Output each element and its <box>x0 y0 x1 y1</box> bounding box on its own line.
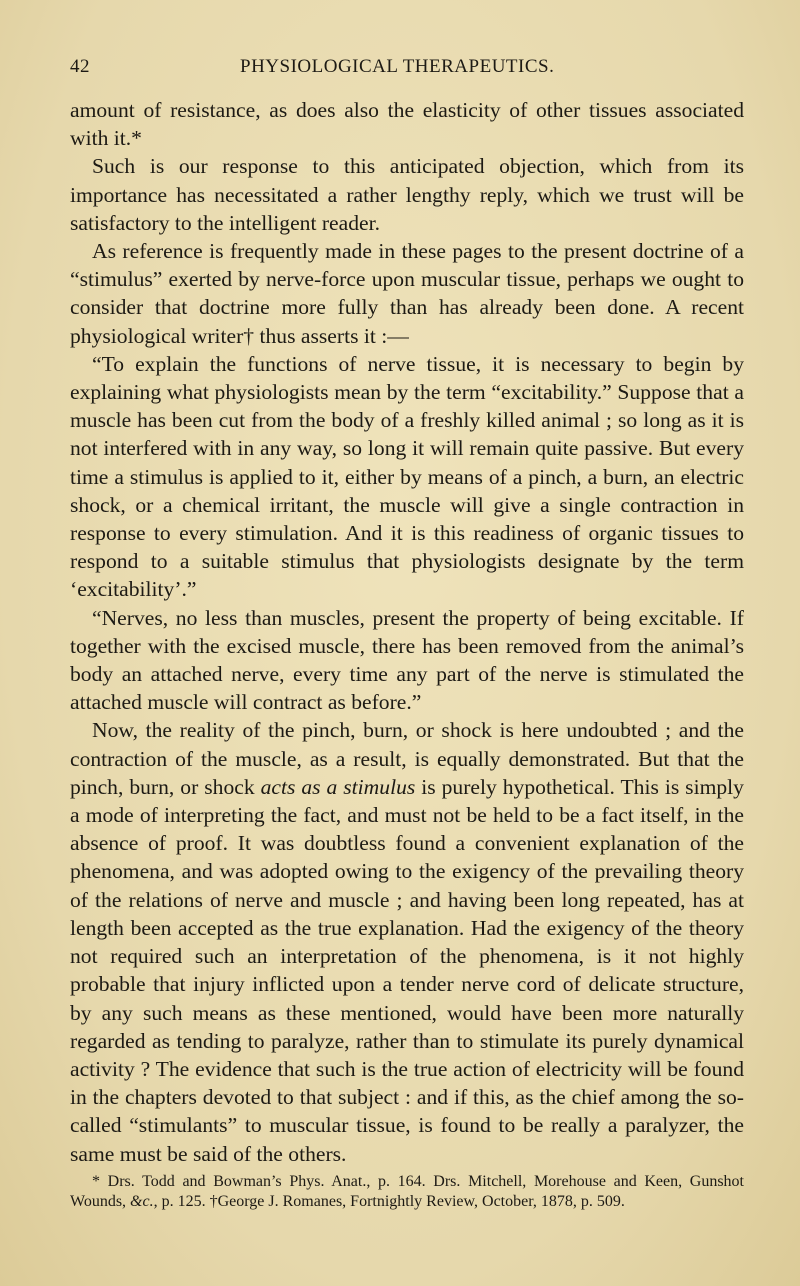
paragraph-4 <box>70 716 744 1167</box>
footnote-1-part-a: * Drs. Todd and Bowman’s Phys. Anat., p. 164. Drs. Mitchell, Morehouse and Keen, Gunshot Wounds, <box>70 1172 744 1210</box>
paragraph-2: Such is our response to this anticipated objection, which from its importance has necessitated a rather lengthy reply, which we trust will be satisfactory to the intelligent reader. <box>70 154 744 235</box>
footnote-text <box>70 1172 744 1212</box>
paragraph-4-part-a: Now, the reality of the pinch, burn, or shock is here undoubted ; and the contraction of the muscle, as a result, is equally demonstrated. But that the pinch, burn, or shock <box>70 718 744 799</box>
quote-paragraph-2: “Nerves, no less than muscles, present the property of being excitable. If together with the excised muscle, there has been removed from the animal’s body an attached nerve, every time any part of the nerve is stimulated the attached muscle will contract as before.” <box>70 605 744 715</box>
body-text <box>70 96 744 1168</box>
page-number: 42 <box>70 56 90 77</box>
quote-paragraph-1: “To explain the functions of nerve tissue, it is necessary to begin by explaining what physiologists mean by the term “excitability.” Suppose that a muscle has been cut from the body of a freshly killed animal ; so long as it is not interfered with in any way, so long it will remain quite passive. But every time a stimulus is applied to it, either by means of a pinch, a burn, an electric shock, or a chemical irritant, the muscle will give a single contraction in response to every stimulation. And it is this readiness of organic tissues to respond to a suitable stimulus that physiologists designate by the term ‘excitability’.” <box>70 351 744 602</box>
footnote-2: †George J. Romanes, Fortnightly Review, October, 1878, p. 509. <box>205 1192 625 1210</box>
paragraph-4-emphasis: acts as a stimulus <box>260 774 416 799</box>
paragraph-3: As reference is frequently made in these pages to the present doctrine of a “stimulus” exerted by nerve-force upon muscular tissue, perhaps we ought to consider that doctrine more fully than has already been done. A recent physiological writer† thus asserts it :— <box>70 239 744 348</box>
footnotes <box>70 1172 744 1212</box>
footnote-1-emphasis: &c. <box>130 1192 154 1210</box>
paragraph-4-part-b: is purely hypothetical. This is simply a mode of interpreting the fact, and must not be held to be a fact itself, in the absence of proof. It was doubtless found a convenient explanation of the phenomena, and was adopted owing to the exigency of the prevailing theory of the relations of nerve and muscle ; and having been long repeated, has at length been accepted as the true explanation. Had the exigency of the theory not required such an interpretation of the phenomena, is it not highly probable that injury inflicted upon a tender nerve cord of delicate structure, by any such means as these mentioned, would have been more naturally regarded as tending to paralyze, rather than to stimulate its purely dynamical activity ? The evidence that such is the true action of electricity will be found in the chapters devoted to that subject : and if this, as the chief among the so-called “stimulants” to muscular tissue, is found to be really a paralyzer, the same must be said of the others. <box>70 774 744 1166</box>
running-head: PHYSIOLOGICAL THERAPEUTICS. <box>240 56 555 77</box>
paragraph-1: amount of resistance, as does also the elasticity of other tissues associated with it.* <box>70 98 744 151</box>
footnote-1-part-b: , p. 125. <box>153 1192 206 1210</box>
page-header <box>70 56 744 78</box>
